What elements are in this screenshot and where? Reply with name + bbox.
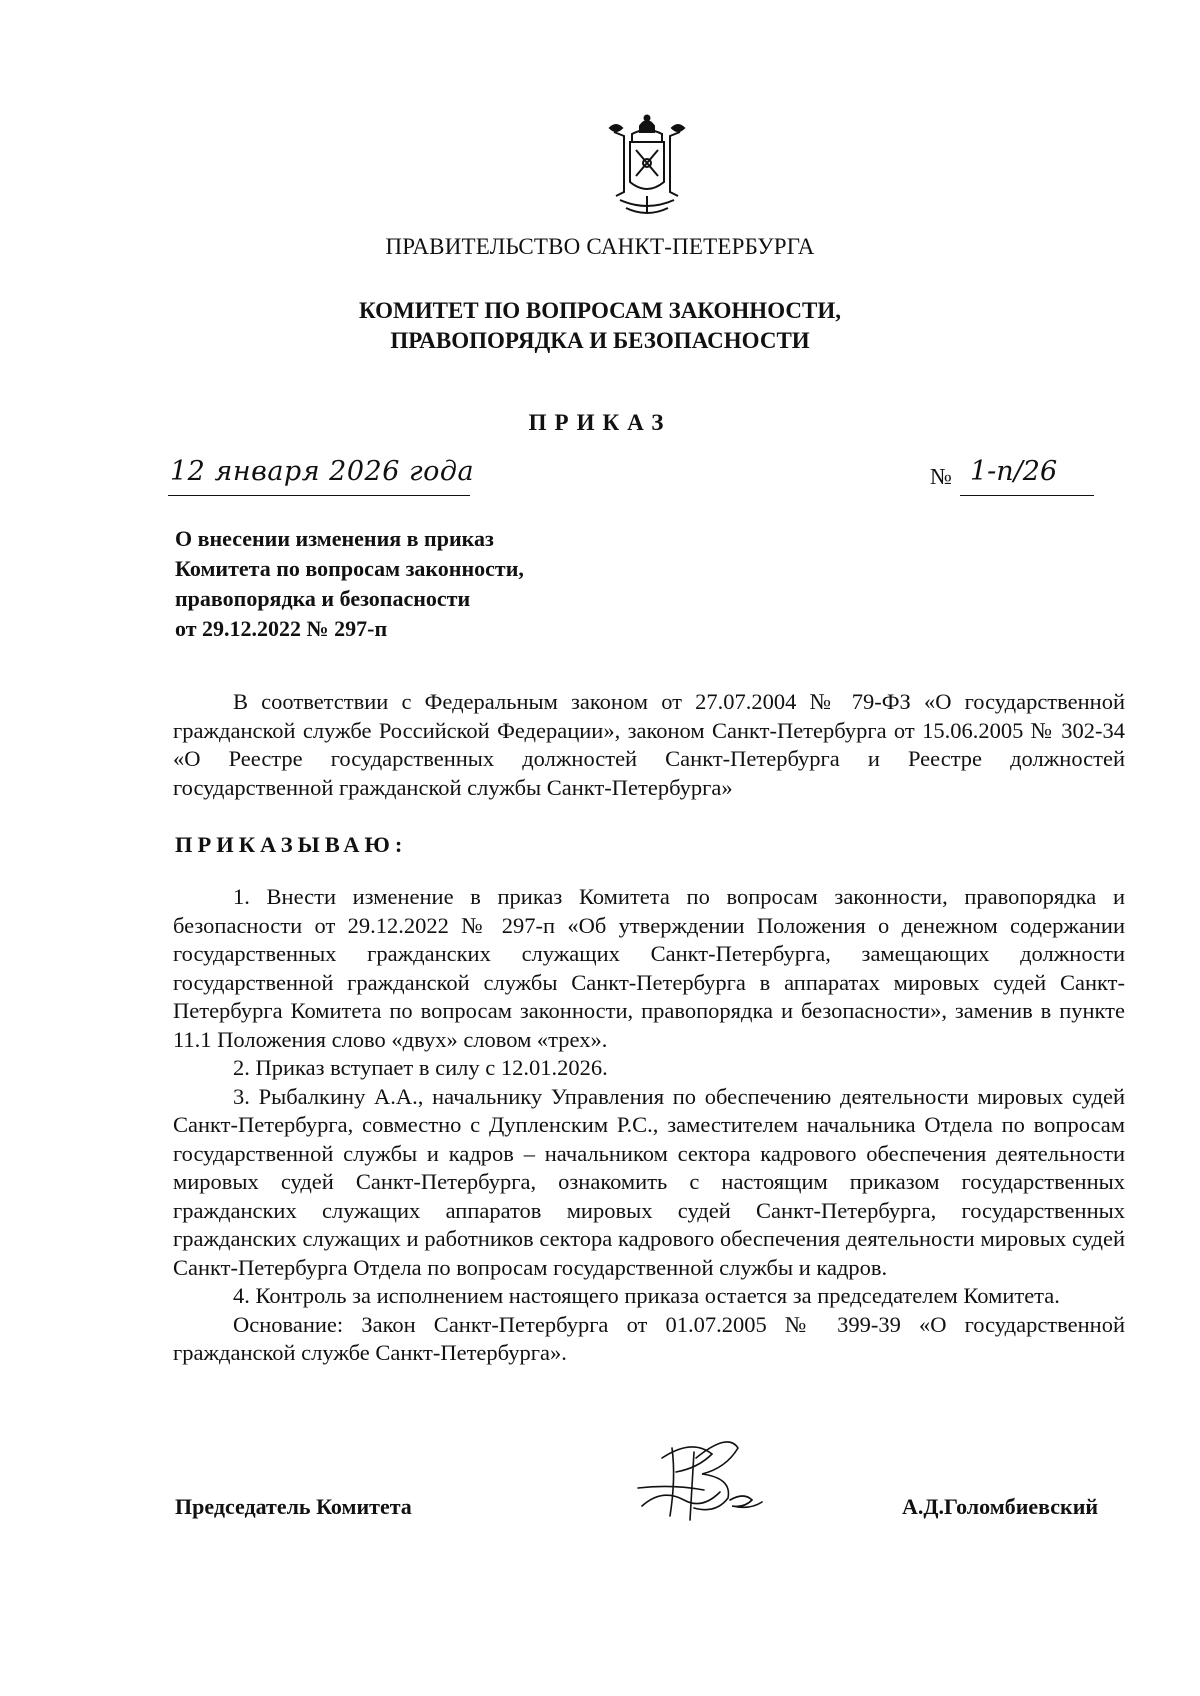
subject-line: от 29.12.2022 № 297-п [175, 616, 388, 641]
order-item: 1. Внести изменение в приказ Комитета по вопросам законности, правопорядка и безопасности от 29.12.2022 № 297-п «Об утверждении Положения о денежном содержании государственных гражданских служащих Санкт-Петербурга, замещающих должности государственной гражданской службы Санкт-Петербурга в аппаратах мировых судей Санкт-Петербурга Комитета по вопросам законности, правопорядка и безопасности», заменив в пункте 11.1 Положения слово «двух» словом «трех». [173, 884, 1125, 1052]
order-verb: ПРИКАЗЫВАЮ: [175, 832, 408, 857]
committee-name-line2: ПРАВОПОРЯДКА И БЕЗОПАСНОСТИ [390, 328, 810, 353]
signatory-name: А.Д.Голомбиевский [902, 1494, 1099, 1519]
preamble-paragraph: В соответствии с Федеральным законом от 27.07.2004 № 79-ФЗ «О государственной гражданской службе Российской Федерации», законом Санкт-Петербурга от 15.06.2005 № 302-34 «О Реестре государственных должностей Санкт-Петербурга и Реестре должностей государственной гражданской службы Санкт-Петербурга» [173, 689, 1125, 800]
government-name: ПРАВИТЕЛЬСТВО САНКТ-ПЕТЕРБУРГА [385, 234, 815, 259]
date-underline [168, 495, 470, 496]
document-type-title: ПРИКАЗ [528, 410, 672, 435]
committee-name [0, 296, 1200, 356]
handwritten-date: 12 января 2026 года [170, 456, 475, 487]
basis-paragraph: Основание: Закон Санкт-Петербурга от 01.07.2005 № 399-39 «О государственной гражданской службе Санкт-Петербурга». [173, 1311, 1125, 1365]
committee-name-line1: КОМИТЕТ ПО ВОПРОСАМ ЗАКОННОСТИ, [359, 298, 841, 323]
number-underline [960, 495, 1094, 496]
order-item: 3. Рыбалкину А.А., начальнику Управления по обеспечению деятельности мировых судей Санкт-Петербурга, совместно с Дупленским Р.С., заместителем начальника Отдела по вопросам государственной службы и кадров – начальником сектора кадрового обеспечения деятельности мировых судей Санкт-Петербурга, ознакомить с настоящим приказом государственных гражданских служащих аппаратов мировых судей Санкт-Петербурга, государственных гражданских служащих и работников сектора кадрового обеспечения деятельности мировых судей Санкт-Петербурга Отдела по вопросам государственной службы и кадров. [173, 1083, 1125, 1280]
subject-line: О внесении изменения в приказ [175, 526, 494, 551]
handwritten-signature-icon [632, 1428, 792, 1538]
signatory-position: Председатель Комитета [175, 1494, 412, 1519]
subject-line: правопорядка и безопасности [175, 586, 471, 611]
order-items [173, 883, 1125, 1368]
order-item: 4. Контроль за исполнением настоящего приказа остается за председателем Комитета. [233, 1283, 1060, 1308]
subject-line: Комитета по вопросам законности, [175, 556, 524, 581]
st-petersburg-coat-of-arms-icon [602, 112, 692, 220]
order-item: 2. Приказ вступает в силу с 12.01.2026. [233, 1055, 608, 1080]
document-subject [175, 524, 695, 644]
number-label: № [930, 464, 952, 489]
handwritten-number: 1-п/26 [970, 456, 1058, 487]
